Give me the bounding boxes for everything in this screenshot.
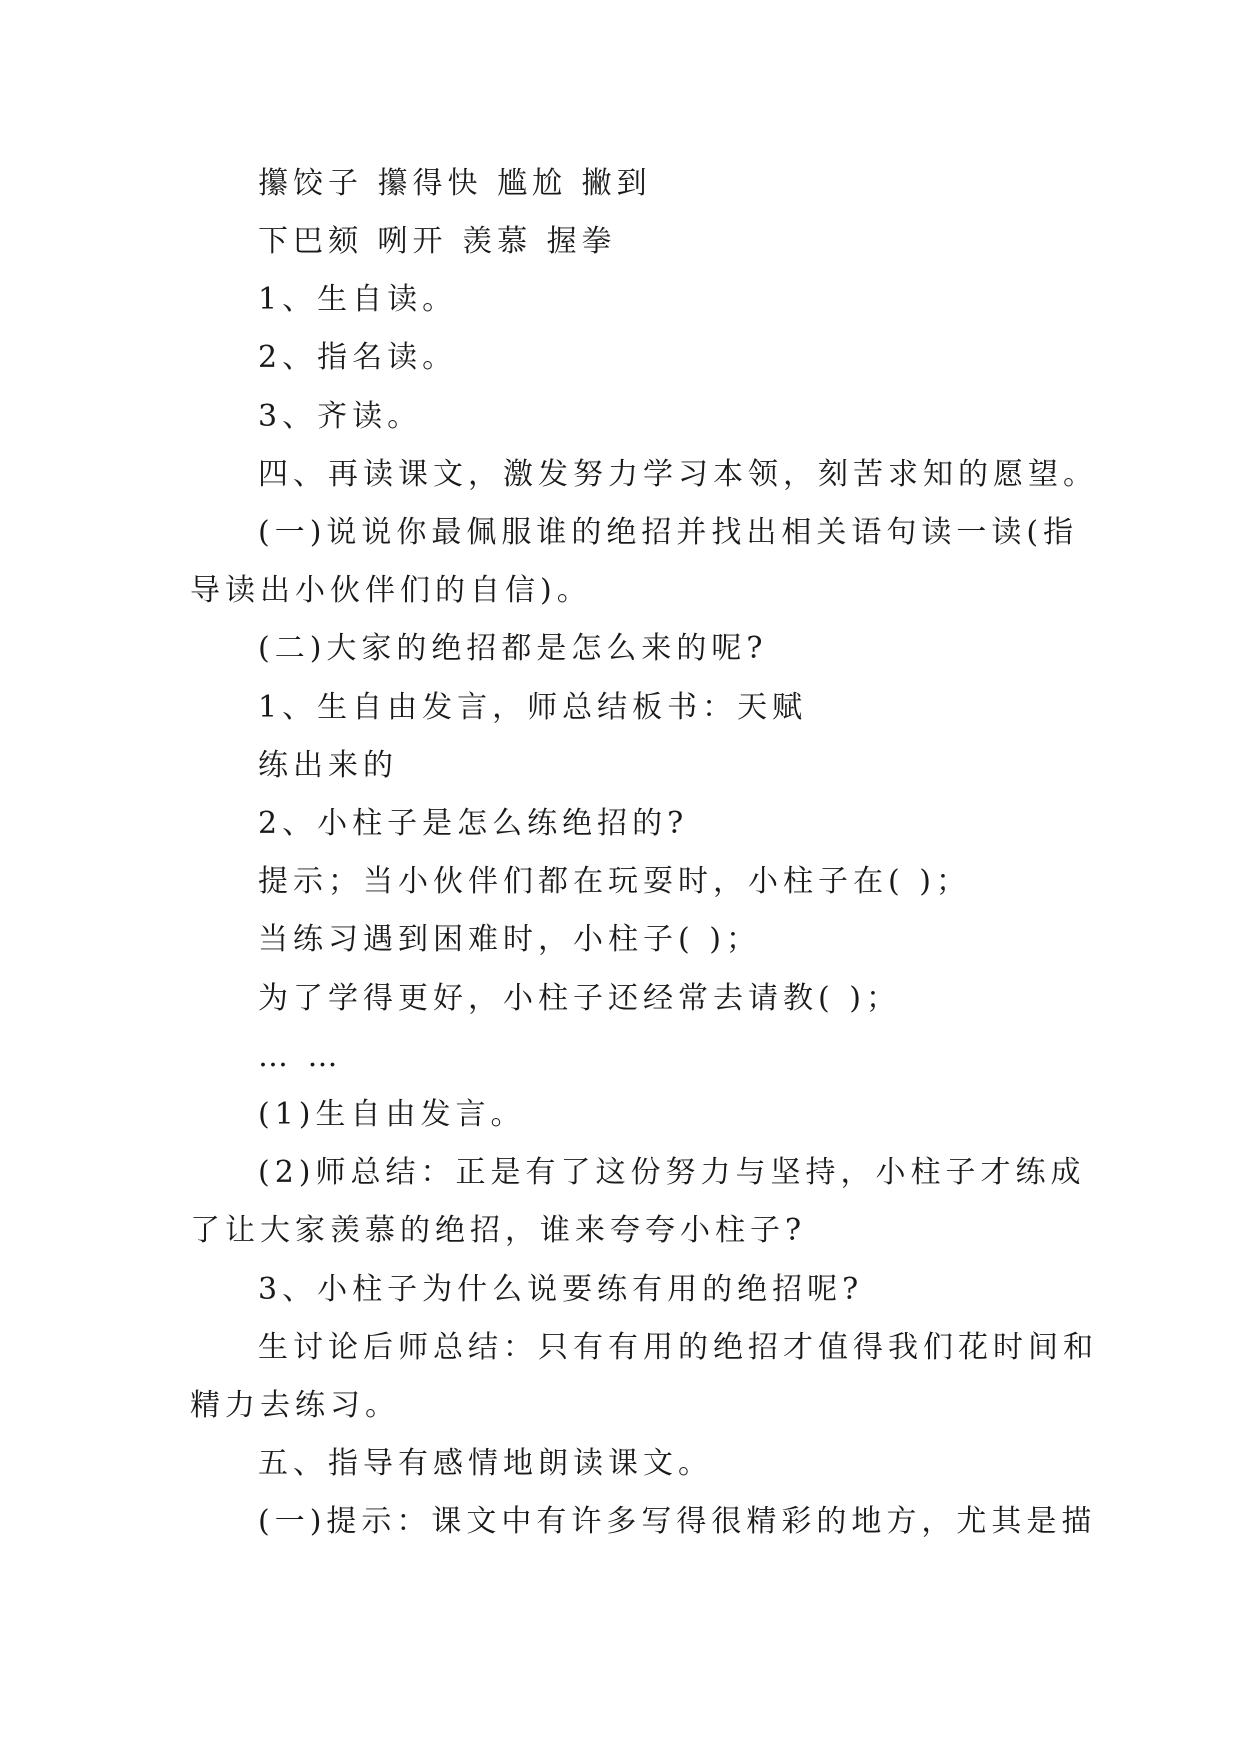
ellipsis-line: … … [258, 1039, 343, 1074]
text-line: 提示；当小伙伴们都在玩耍时，小柱子在( )； [258, 864, 971, 899]
text-line: 1、生自由发言，师总结板书：天赋 [258, 690, 808, 725]
text-line: (一)说说你最佩服谁的绝招并找出相关语句读一读(指 [258, 515, 1079, 550]
text-line: 3、小柱子为什么说要练有用的绝招呢? [258, 1272, 864, 1307]
text-line: 生讨论后师总结：只有有用的绝招才值得我们花时间和 [258, 1330, 1098, 1365]
text-line: 1、生自读。 [258, 282, 458, 317]
text-line: 导读出小伙伴们的自信)。 [190, 573, 592, 608]
text-line: (2)师总结：正是有了这份努力与坚持，小柱子才练成 [258, 1155, 1086, 1190]
text-line: (1)生自由发言。 [258, 1097, 526, 1132]
text-line: 当练习遇到困难时，小柱子( )； [258, 922, 761, 957]
section-heading: 四、再读课文，激发努力学习本领，刻苦求知的愿望。 [258, 457, 1098, 492]
text-line: (二)大家的绝招都是怎么来的呢? [258, 631, 768, 666]
text-line: 练出来的 [258, 748, 398, 783]
text-line: 攥饺子 攥得快 尴尬 撇到 [258, 166, 652, 201]
text-line: 2、指名读。 [258, 340, 458, 375]
section-heading: 五、指导有感情地朗读课文。 [258, 1446, 713, 1481]
text-line: 了让大家羡慕的绝招，谁来夸夸小柱子? [190, 1213, 807, 1248]
text-line: (一)提示：课文中有许多写得很精彩的地方，尤其是描 [258, 1504, 1097, 1539]
text-line: 2、小柱子是怎么练绝招的? [258, 806, 689, 841]
text-line: 精力去练习。 [190, 1388, 400, 1423]
text-line: 为了学得更好，小柱子还经常去请教( )； [258, 981, 901, 1016]
text-line: 下巴颏 咧开 羡慕 握拳 [258, 224, 617, 259]
text-line: 3、齐读。 [258, 399, 423, 434]
